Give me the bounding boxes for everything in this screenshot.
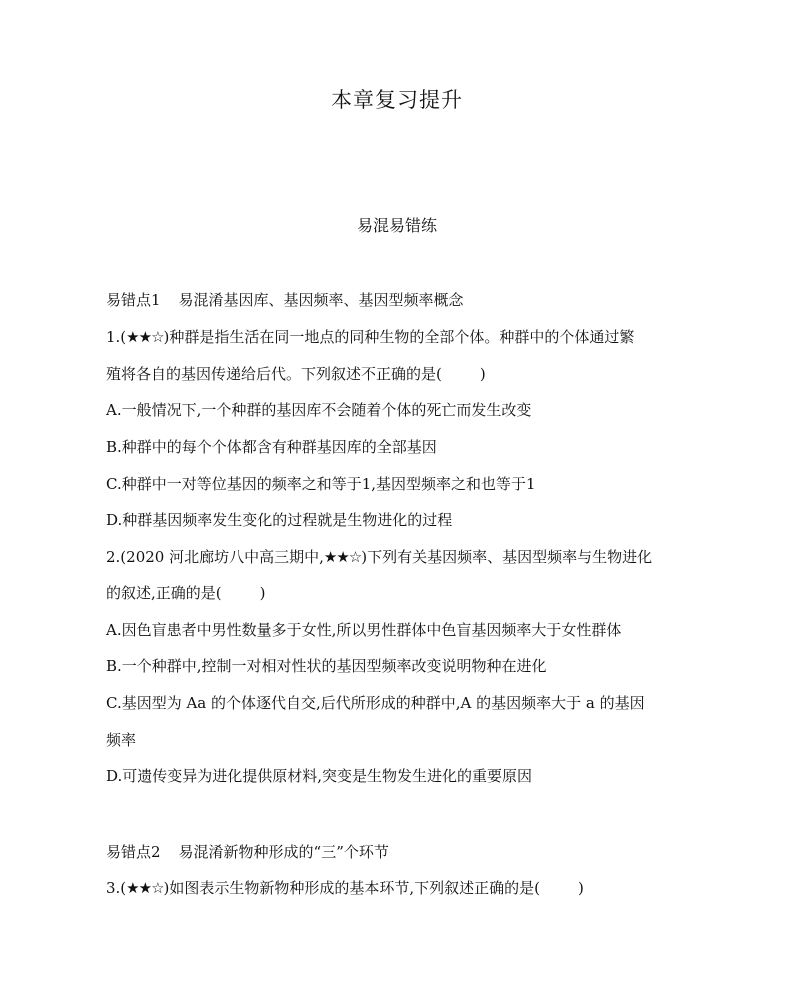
error-point-2-title: 易混淆新物种形成的“三”个环节 <box>178 843 389 861</box>
question-2-stem-part1: )下列有关基因频率、基因型频率与生物进化 <box>361 548 653 566</box>
question-2-stem-line2 <box>106 583 265 603</box>
error-point-2-heading <box>106 842 389 862</box>
question-3-stem-text: )如图表示生物新物种形成的基本环节,下列叙述正确的是( <box>163 879 540 897</box>
question-3-stem <box>106 878 584 898</box>
question-3-close-paren: ) <box>578 879 584 897</box>
question-2-close-paren: ) <box>259 584 266 602</box>
question-1-stem-line2 <box>106 364 486 384</box>
section-title: 易混易错练 <box>356 216 437 235</box>
question-2-number: 2.(2020 河北廊坊八中高三期中, <box>106 548 324 566</box>
question-1-option-b: B.种群中的每个个体都含有种群基因库的全部基因 <box>106 438 437 456</box>
question-3-number: 3.( <box>106 879 127 897</box>
error-point-2-label: 易错点2 <box>106 843 161 861</box>
question-1-close-paren: ) <box>479 365 486 383</box>
question-1-option-c: C.种群中一对等位基因的频率之和等于1,基因型频率之和也等于1 <box>106 475 536 493</box>
question-1-option-d: D.种群基因频率发生变化的过程就是生物进化的过程 <box>106 511 453 529</box>
error-point-1-title: 易混淆基因库、基因频率、基因型频率概念 <box>178 291 464 309</box>
question-2-stem-line1 <box>106 547 652 567</box>
question-1-number: 1.( <box>106 328 127 346</box>
error-point-1-label: 易错点1 <box>106 291 161 309</box>
question-1-option-a: A.一般情况下,一个种群的基因库不会随着个体的死亡而发生改变 <box>106 401 532 419</box>
question-1-stem-line1 <box>106 327 634 347</box>
page-title: 本章复习提升 <box>331 88 463 112</box>
question-1-stem-part1: )种群是指生活在同一地点的同种生物的全部个体。种群中的个体通过繁 <box>163 328 635 346</box>
question-2-option-b: B.一个种群中,控制一对相对性状的基因型频率改变说明物种在进化 <box>106 657 547 675</box>
question-2-option-c-line1: C.基因型为 Aa 的个体逐代自交,后代所形成的种群中,A 的基因频率大于 a 的基因 <box>106 694 645 712</box>
difficulty-stars-icon: ★★☆ <box>323 548 362 566</box>
difficulty-stars-icon: ★★☆ <box>126 879 164 897</box>
error-point-1-heading <box>106 290 464 310</box>
question-2-option-d: D.可遗传变异为进化提供原材料,突变是生物发生进化的重要原因 <box>106 767 533 785</box>
question-2-option-a: A.因色盲患者中男性数量多于女性,所以男性群体中色盲基因频率大于女性群体 <box>106 621 622 639</box>
difficulty-stars-icon: ★★☆ <box>126 328 164 346</box>
question-1-stem-part2: 殖将各自的基因传递给后代。下列叙述不正确的是( <box>106 365 442 383</box>
question-2-option-c-line2: 频率 <box>106 731 137 749</box>
question-2-stem-part2: 的叙述,正确的是( <box>106 584 222 602</box>
